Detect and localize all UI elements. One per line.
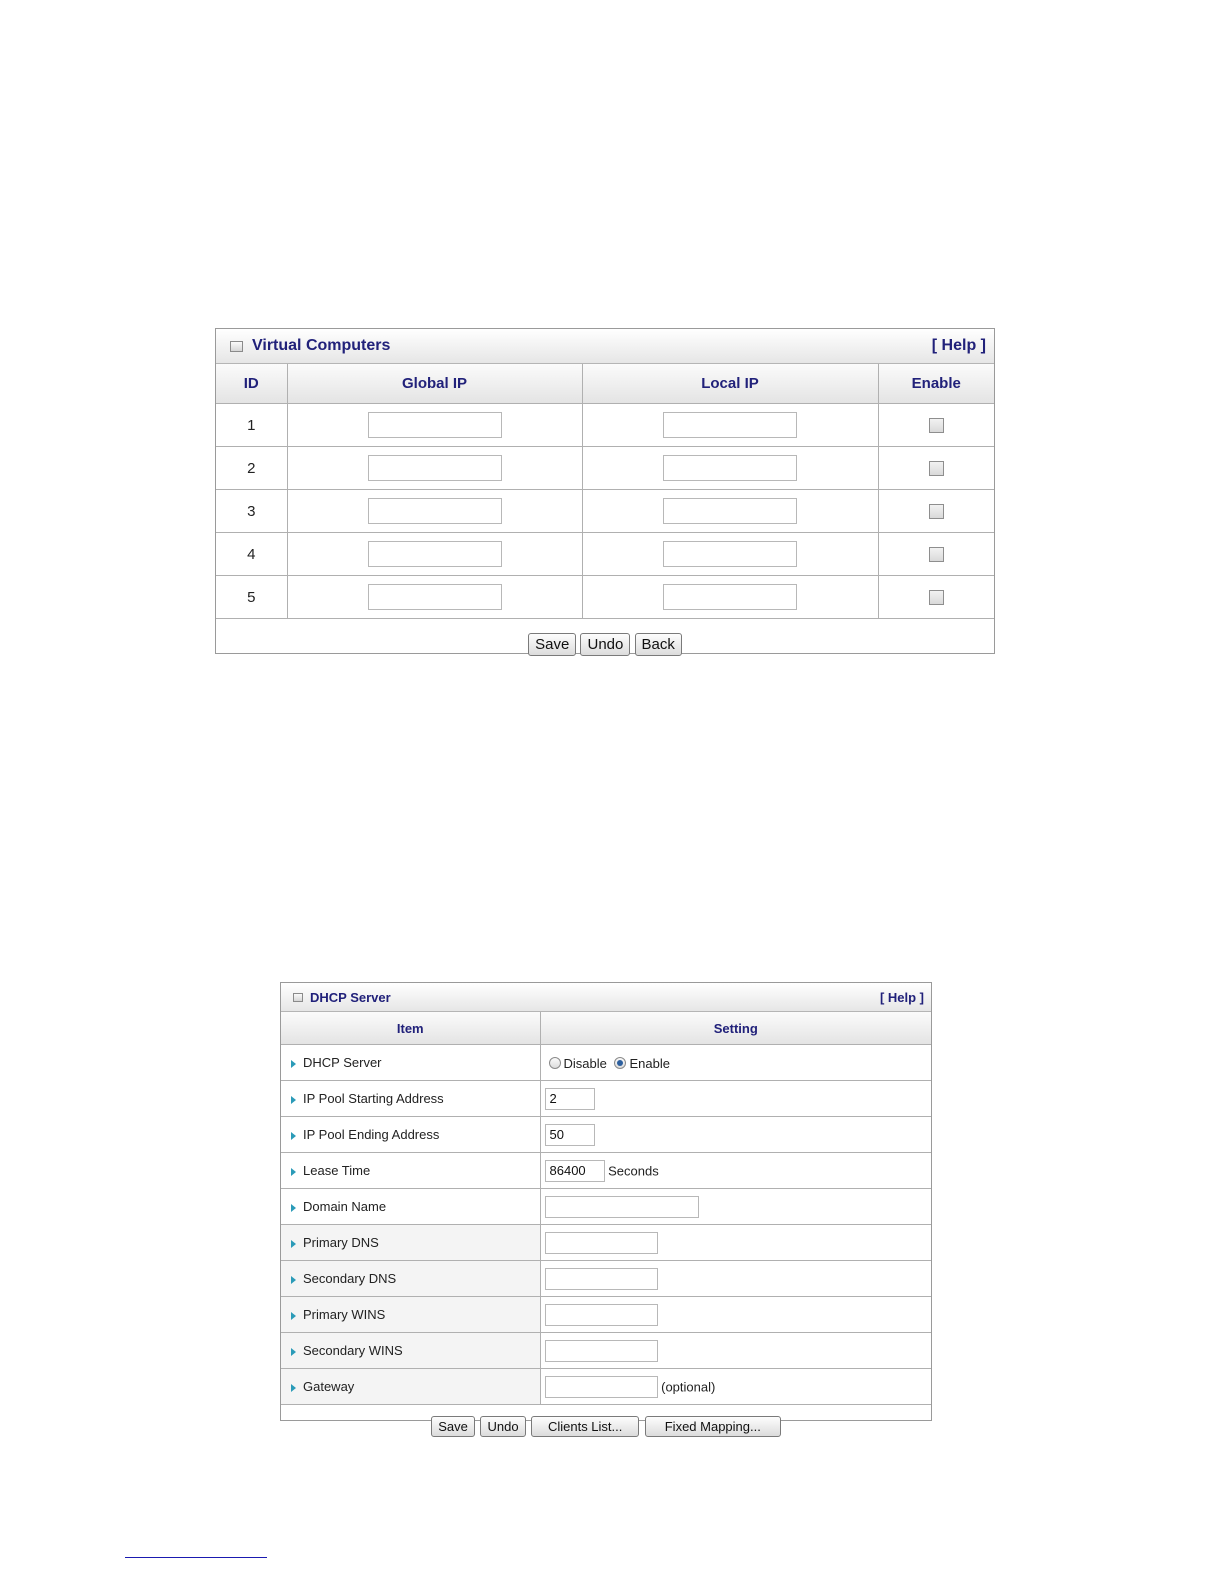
domain-name-label: Domain Name: [303, 1199, 387, 1214]
table-row: [216, 404, 994, 447]
dhcp-server-panel: [280, 982, 932, 1434]
global-ip-input[interactable]: [368, 412, 502, 438]
table-row: [216, 576, 994, 619]
lease-time-label: Lease Time: [303, 1163, 371, 1178]
secondary-dns-row: [281, 1261, 931, 1297]
panel-title: DHCP Server: [310, 989, 391, 1005]
column-header-enable: Enable: [878, 364, 994, 404]
column-header-setting: Setting: [540, 1012, 931, 1045]
row-id: 5: [216, 576, 287, 619]
arrow-icon: [291, 1168, 296, 1176]
local-ip-input[interactable]: [663, 541, 797, 567]
primary-dns-input[interactable]: [545, 1232, 658, 1254]
window-icon: [230, 341, 243, 352]
dhcp-server-label: DHCP Server: [303, 1055, 382, 1070]
local-ip-input[interactable]: [663, 584, 797, 610]
undo-button[interactable]: Undo: [480, 1416, 525, 1437]
primary-wins-input[interactable]: [545, 1304, 658, 1326]
window-icon: [293, 993, 303, 1002]
secondary-dns-label: Secondary DNS: [303, 1271, 397, 1286]
fixed-mapping-button[interactable]: Fixed Mapping...: [645, 1416, 781, 1437]
local-ip-input[interactable]: [663, 498, 797, 524]
row-id: 2: [216, 447, 287, 490]
enable-label: Enable: [629, 1055, 670, 1071]
domain-name-input[interactable]: [545, 1196, 699, 1218]
enable-checkbox[interactable]: [929, 461, 944, 476]
column-header-local-ip: Local IP: [582, 364, 878, 404]
dhcp-title-bar: [281, 983, 931, 1012]
secondary-wins-label: Secondary WINS: [303, 1343, 403, 1358]
arrow-icon: [291, 1204, 296, 1212]
panel-title: Virtual Computers: [252, 337, 391, 354]
arrow-icon: [291, 1060, 296, 1068]
enable-checkbox[interactable]: [929, 590, 944, 605]
secondary-wins-row: [281, 1333, 931, 1369]
row-id: 3: [216, 490, 287, 533]
table-row: [216, 533, 994, 576]
arrow-icon: [291, 1276, 296, 1284]
table-row: [216, 447, 994, 490]
column-header-id: ID: [216, 364, 287, 404]
column-header-global-ip: Global IP: [287, 364, 582, 404]
pool-start-row: [281, 1081, 931, 1117]
pool-end-input[interactable]: [545, 1124, 595, 1146]
disable-label: Disable: [563, 1055, 607, 1071]
back-button[interactable]: Back: [635, 633, 682, 656]
row-id: 4: [216, 533, 287, 576]
gateway-input[interactable]: [545, 1376, 658, 1398]
arrow-icon: [291, 1096, 296, 1104]
arrow-icon: [291, 1312, 296, 1320]
pool-end-row: [281, 1117, 931, 1153]
arrow-icon: [291, 1240, 296, 1248]
arrow-icon: [291, 1384, 296, 1392]
dhcp-table: [281, 1012, 931, 1447]
help-link[interactable]: [ Help ]: [931, 337, 986, 354]
save-button[interactable]: Save: [528, 633, 576, 656]
primary-wins-row: [281, 1297, 931, 1333]
primary-dns-label: Primary DNS: [303, 1235, 379, 1250]
global-ip-input[interactable]: [368, 498, 502, 524]
undo-button[interactable]: Undo: [580, 633, 630, 656]
pool-start-input[interactable]: [545, 1088, 595, 1110]
local-ip-input[interactable]: [663, 455, 797, 481]
disable-radio[interactable]: [549, 1057, 561, 1069]
global-ip-input[interactable]: [368, 541, 502, 567]
gateway-note: (optional): [661, 1379, 716, 1394]
virtual-computers-title-bar: [216, 329, 994, 364]
row-id: 1: [216, 404, 287, 447]
gateway-label: Gateway: [303, 1379, 355, 1394]
primary-dns-row: [281, 1225, 931, 1261]
button-row: [281, 1405, 931, 1448]
column-header-item: Item: [281, 1012, 540, 1045]
footer-divider: [125, 1557, 267, 1558]
dhcp-server-row: [281, 1045, 931, 1081]
help-link[interactable]: [ Help ]: [879, 989, 924, 1005]
gateway-row: [281, 1369, 931, 1405]
lease-unit: Seconds: [608, 1163, 659, 1178]
virtual-computers-table: [216, 364, 994, 670]
enable-checkbox[interactable]: [929, 504, 944, 519]
enable-checkbox[interactable]: [929, 547, 944, 562]
global-ip-input[interactable]: [368, 584, 502, 610]
clients-list-button[interactable]: Clients List...: [531, 1416, 639, 1437]
enable-checkbox[interactable]: [929, 418, 944, 433]
button-row: [216, 619, 994, 671]
lease-time-row: [281, 1153, 931, 1189]
secondary-dns-input[interactable]: [545, 1268, 658, 1290]
pool-start-label: IP Pool Starting Address: [303, 1091, 444, 1106]
pool-end-label: IP Pool Ending Address: [303, 1127, 440, 1142]
virtual-computers-panel: [215, 328, 995, 654]
domain-name-row: [281, 1189, 931, 1225]
save-button[interactable]: Save: [431, 1416, 475, 1437]
global-ip-input[interactable]: [368, 455, 502, 481]
arrow-icon: [291, 1132, 296, 1140]
primary-wins-label: Primary WINS: [303, 1307, 386, 1322]
arrow-icon: [291, 1348, 296, 1356]
local-ip-input[interactable]: [663, 412, 797, 438]
secondary-wins-input[interactable]: [545, 1340, 658, 1362]
enable-radio[interactable]: [614, 1057, 626, 1069]
table-row: [216, 490, 994, 533]
lease-time-input[interactable]: [545, 1160, 605, 1182]
